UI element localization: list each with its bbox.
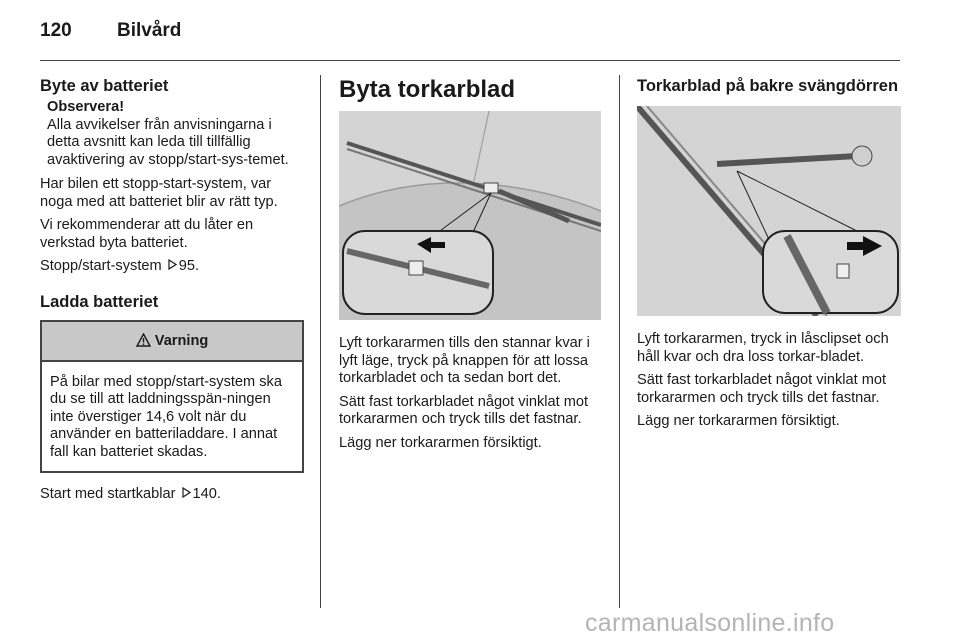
column-divider-1 — [320, 75, 321, 608]
ref-text: Start med startkablar — [40, 486, 176, 502]
section-heading-wiper-blades: Byta torkarblad — [339, 76, 516, 103]
ref-text: Stopp/start-system — [40, 258, 162, 274]
warning-label: Varning — [154, 332, 209, 349]
paragraph: Har bilen ett stopp-start-system, var noga med att batteriet blir av rätt typ. — [40, 176, 278, 210]
paragraph: Sätt fast torkarbladet något vinklat mot torkararmen och tryck tills det fastnar. — [637, 372, 887, 406]
paragraph-with-ref — [40, 486, 304, 504]
page-number: 120 — [40, 20, 72, 41]
warning-header — [42, 322, 302, 362]
paragraph: Vi rekommenderar att du låter en verkstad byta batteriet. — [40, 217, 254, 251]
warning-triangle-icon — [136, 333, 155, 349]
figure-rear-wiper — [637, 106, 901, 316]
column-divider-2 — [619, 75, 620, 608]
paragraph: Lägg ner torkararmen försiktigt. — [637, 413, 840, 429]
figure-front-wiper — [339, 111, 601, 320]
xref-triangle-icon — [168, 258, 177, 276]
column-rear-wiper — [637, 76, 901, 431]
watermark: carmanualsonline.info — [585, 609, 835, 637]
note-title: Observera! — [47, 99, 125, 115]
header-rule — [40, 60, 900, 61]
note-text: Alla avvikelser från anvisningarna i detta avsnitt kan leda till tillfällig avaktivering av stopp/start-sys-temet. — [47, 116, 289, 168]
paragraph: Lägg ner torkararmen försiktigt. — [339, 434, 542, 451]
paragraph: Sätt fast torkarbladet något vinklat mot torkararmen och tryck tills det fastnar. — [339, 393, 589, 427]
warning-text: På bilar med stopp/start-system ska du se till att laddningsspän-ningen inte överstiger 14,6 volt när du använder en batteriladdare. I annat fall kan batteriet skadas. — [50, 373, 282, 460]
paragraph: Lyft torkararmen, tryck in låsclipset och håll kvar och dra loss torkar-bladet. — [637, 331, 889, 365]
page-ref[interactable]: 140. — [192, 486, 221, 502]
column-battery — [40, 76, 304, 504]
paragraph: Lyft torkararmen tills den stannar kvar i lyft läge, tryck på knappen för att lossa torkarbladet och ta sedan bort det. — [339, 335, 590, 386]
section-heading-battery-replacement: Byte av batteriet — [40, 77, 169, 95]
page-ref[interactable]: 95. — [178, 258, 200, 274]
note-box — [40, 99, 304, 169]
section-heading-charge-battery: Ladda batteriet — [40, 292, 159, 311]
section-heading-rear-wiper: Torkarblad på bakre svängdörren — [637, 77, 899, 95]
chapter-title: Bilvård — [117, 20, 182, 41]
xref-triangle-icon — [182, 486, 191, 504]
column-wiper-blades — [339, 76, 601, 452]
warning-body — [42, 362, 302, 472]
warning-box — [40, 320, 304, 474]
paragraph-with-ref — [40, 258, 304, 276]
